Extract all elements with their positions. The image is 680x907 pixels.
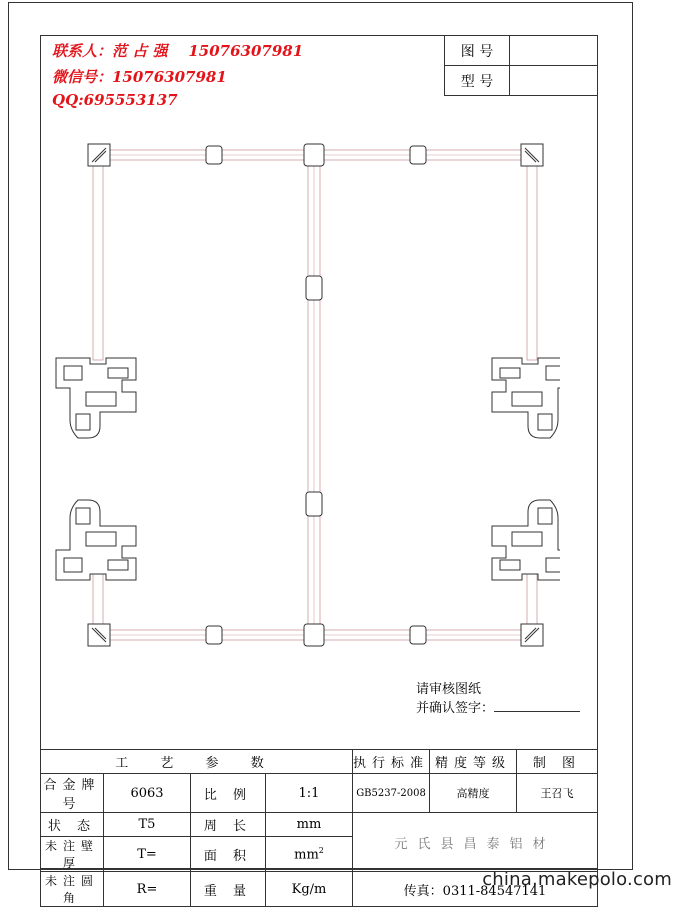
title-block — [444, 35, 598, 96]
fax-number: 传真：0311-84547141 — [353, 872, 598, 907]
drawing-no-value — [510, 36, 598, 66]
precision-header: 精度等级 — [430, 750, 517, 774]
standard-header: 执行标准 — [353, 750, 430, 774]
area-unit-cell — [266, 837, 353, 872]
company-name: 元氏县昌泰铝材 — [353, 813, 598, 872]
scale-value: 1:1 — [266, 774, 353, 813]
temper-value: T5 — [104, 813, 191, 837]
profile-drawing — [40, 130, 560, 670]
process-params-header: 工 艺 参 数 — [41, 750, 353, 774]
wall-thickness-label: 未注壁厚 — [41, 837, 104, 872]
alloy-label: 合金牌号 — [41, 774, 104, 813]
wall-thickness-value: T= — [104, 837, 191, 872]
alloy-value: 6063 — [104, 774, 191, 813]
signature-line[interactable] — [494, 711, 580, 712]
perimeter-label: 周 长 — [191, 813, 266, 837]
review-request: 请审核图纸 — [416, 682, 482, 697]
weight-label: 重 量 — [191, 872, 266, 907]
model-no-label: 型 号 — [445, 66, 510, 96]
contact-line-wechat: 微信号：15076307981 — [52, 68, 227, 86]
confirm-signature-label: 并确认签字： — [416, 701, 495, 716]
drafter-value: 王召飞 — [517, 774, 598, 813]
fillet-radius-label: 未注圆角 — [41, 872, 104, 907]
perimeter-unit: mm — [266, 813, 353, 837]
contact-line-qq: QQ:695553137 — [52, 91, 178, 109]
watermark: china.makepolo.com — [482, 869, 672, 890]
area-unit-superscript: 2 — [318, 845, 324, 855]
contact-line-name-phone: 联系人：范 占 强 15076307981 — [52, 42, 304, 60]
area-unit: mm — [294, 847, 319, 863]
drafting-header: 制 图 — [517, 750, 598, 774]
drawing-no-label: 图 号 — [445, 36, 510, 66]
weight-unit: Kg/m — [266, 872, 353, 907]
precision-value: 高精度 — [430, 774, 517, 813]
model-no-value — [510, 66, 598, 96]
temper-label: 状 态 — [41, 813, 104, 837]
fillet-radius-value: R= — [104, 872, 191, 907]
area-label: 面 积 — [191, 837, 266, 872]
standard-value: GB5237-2008 — [353, 774, 430, 813]
scale-label: 比 例 — [191, 774, 266, 813]
